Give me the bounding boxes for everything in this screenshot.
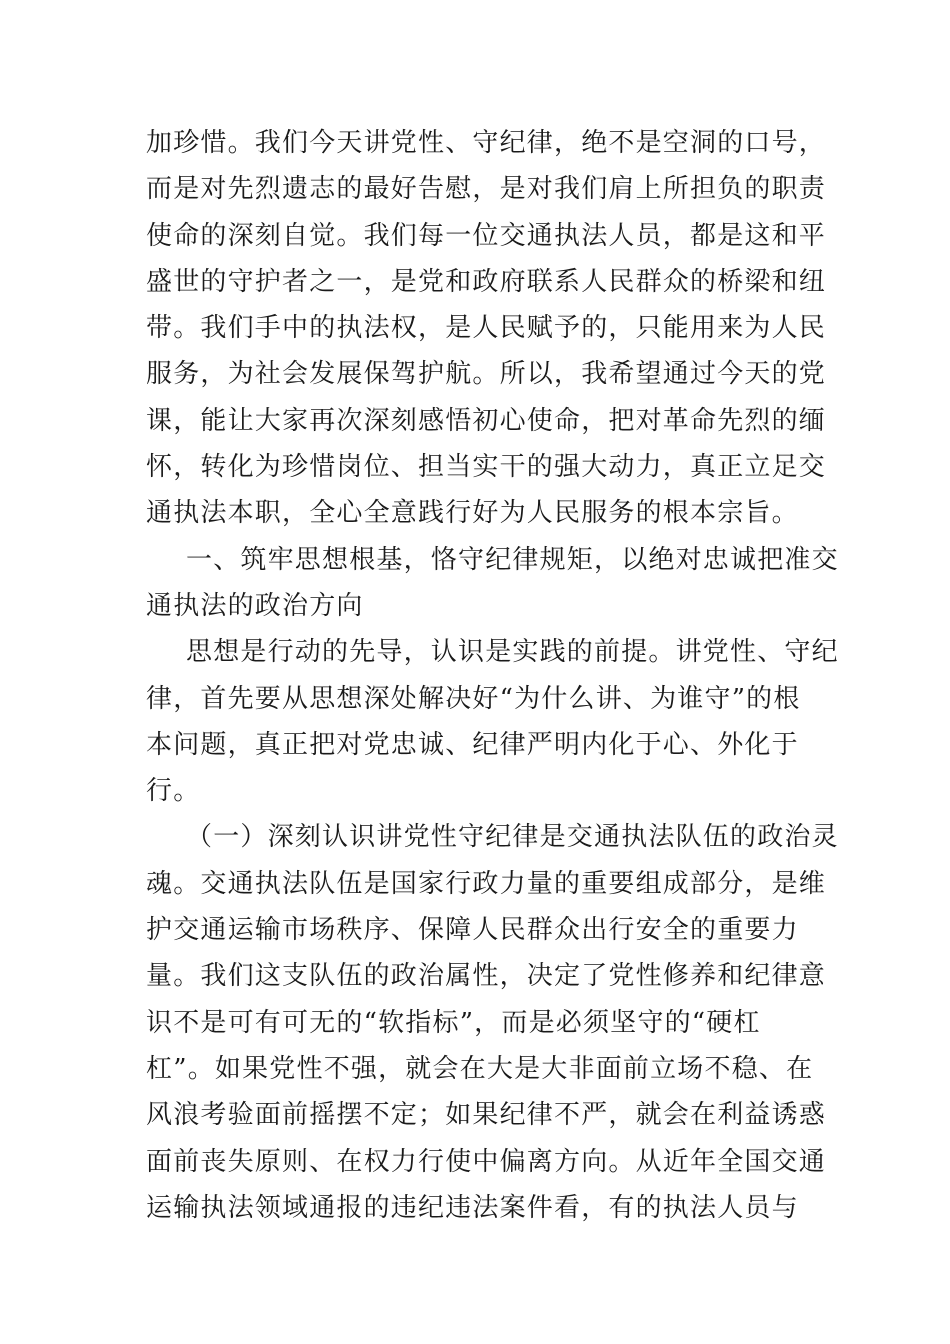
text-line: 本问题，真正把对党忠诚、纪律严明内化于心、外化于 (146, 729, 799, 760)
text-line: 而是对先烈遗志的最好告慰，是对我们肩上所担负的职责 (146, 174, 827, 205)
text-line: 风浪考验面前摇摆不定；如果纪律不严，就会在利益诱惑 (146, 1100, 827, 1131)
text-line: 通执法本职，全心全意践行好为人民服务的根本宗旨。 (146, 498, 799, 529)
text-line: 量。我们这支队伍的政治属性，决定了党性修养和纪律意 (146, 961, 827, 992)
text-line: 识不是可有可无的“软指标”，而是必须坚守的“硬杠 (146, 1007, 761, 1038)
text-line: 护交通运输市场秩序、保障人民群众出行安全的重要力 (146, 915, 799, 946)
text-line: 运输执法领域通报的违纪违法案件看，有的执法人员与 (146, 1192, 799, 1223)
text-line: 服务，为社会发展保驾护航。所以，我希望通过今天的党 (146, 359, 827, 390)
text-line: 课，能让大家再次深刻感悟初心使命，把对革命先烈的缅 (146, 405, 827, 436)
text-line: 加珍惜。我们今天讲党性、守纪律，绝不是空洞的口号， (146, 128, 827, 158)
text-line: 盛世的守护者之一，是党和政府联系人民群众的桥梁和纽 (146, 266, 827, 297)
text-line: 律，首先要从思想深处解决好“为什么讲、为谁守”的根 (146, 683, 801, 714)
text-line: 杠”。如果党性不强，就会在大是大非面前立场不稳、在 (146, 1053, 814, 1084)
text-line: 行。 (146, 776, 201, 807)
text-line: 使命的深刻自觉。我们每一位交通执法人员，都是这和平 (146, 220, 827, 251)
text-line: 怀，转化为珍惜岗位、担当实干的强大动力，真正立足交 (146, 452, 827, 483)
document-body (146, 120, 839, 1231)
text-line: 面前丧失原则、在权力行使中偏离方向。从近年全国交通 (146, 1146, 827, 1177)
text-line: 思想是行动的先导，认识是实践的前提。讲党性、守纪 (186, 637, 839, 668)
section-heading-line: 通执法的政治方向 (146, 590, 364, 621)
text-line: 魂。交通执法队伍是国家行政力量的重要组成部分，是维 (146, 868, 827, 899)
subsection-line: （一）深刻认识讲党性守纪律是交通执法队伍的政治灵 (186, 822, 839, 853)
section-heading-line: 一、筑牢思想根基，恪守纪律规矩，以绝对忠诚把准交 (186, 544, 839, 575)
text-line: 带。我们手中的执法权，是人民赋予的，只能用来为人民 (146, 313, 827, 344)
